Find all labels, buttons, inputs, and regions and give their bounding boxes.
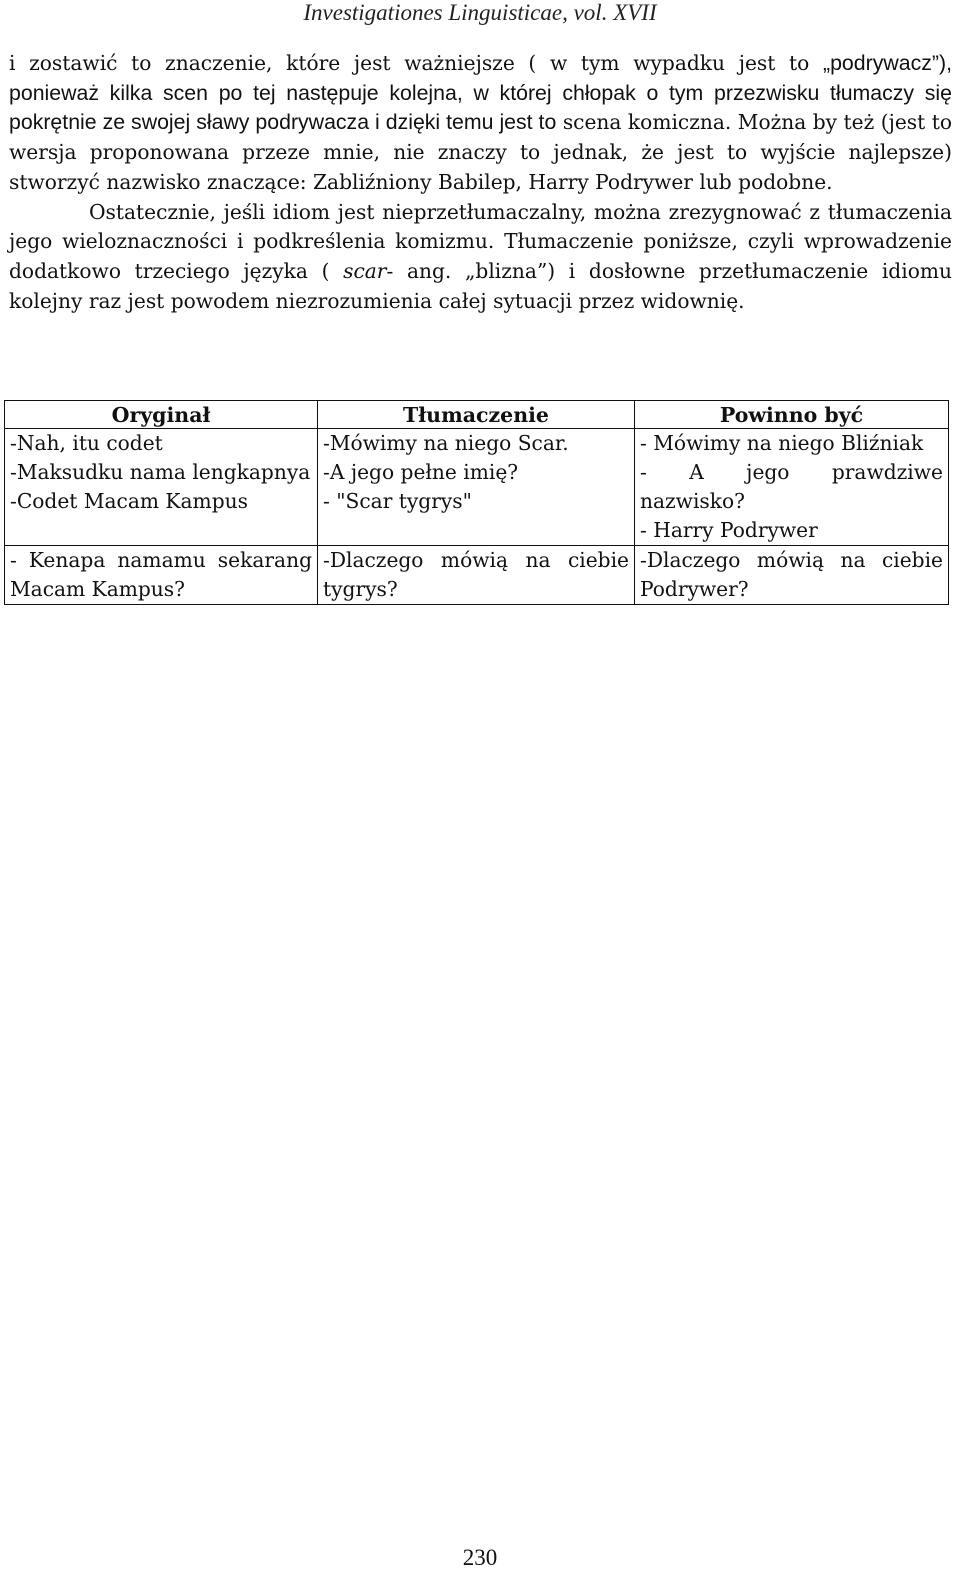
cell-line: -Maksudku nama lengkapnya <box>10 460 311 484</box>
cell-line: -Dlaczego mówią na ciebie Podrywer? <box>640 548 943 601</box>
paragraph-1-part-a: i zostawić to znaczenie, które jest ważniejsze ( w tym wypadku jest to <box>9 51 810 75</box>
cell-should-be <box>635 429 949 546</box>
cell-line: - Mówimy na niego Bliźniak <box>640 431 924 455</box>
cell-translation <box>318 546 635 605</box>
cell-line: - A jego prawdziwe nazwisko? <box>640 460 943 513</box>
table-row <box>5 546 949 605</box>
cell-original <box>5 429 318 546</box>
cell-line: -Dlaczego mówią na ciebie tygrys? <box>323 548 629 601</box>
translation-table <box>4 400 949 605</box>
cell-line: -Nah, itu codet <box>10 431 163 455</box>
cell-line: - Kenapa namamu sekarang Macam Kampus? <box>10 548 312 601</box>
cell-line: -Mówimy na niego Scar. <box>323 431 569 455</box>
running-header: Investigationes Linguisticae, vol. XVII <box>303 0 657 25</box>
paragraph-2-part-b: - ang. „blizna”) i dosłowne przetłumaczenie idiomu kolejny raz jest powodem niezrozumienia całej sytuacji przez widownię. <box>9 258 952 313</box>
paragraph-2 <box>9 198 952 317</box>
paragraph-1-part-b: scena komiczna. Można by też (jest to wersja proponowana przeze mnie, nie znaczy to jednak, że jest to wyjście najlepsze) stworzyć nazwisko znaczące: Zabliźniony Babilep, Harry Podrywer lub podobne. <box>9 110 952 194</box>
table-header-row <box>5 401 949 429</box>
cell-line: -A jego pełne imię? <box>323 460 519 484</box>
cell-line: - Harry Podrywer <box>640 518 818 542</box>
cell-should-be <box>635 546 949 605</box>
cell-line: -Codet Macam Kampus <box>10 489 248 513</box>
cell-original <box>5 546 318 605</box>
page-number: 230 <box>462 1545 498 1570</box>
paragraph-1 <box>9 49 952 198</box>
header-translation: Tłumaczenie <box>318 401 635 429</box>
paragraph-2-scar-term: scar <box>343 258 387 283</box>
cell-translation <box>318 429 635 546</box>
table-row <box>5 429 949 546</box>
paragraph-2-part-a: Ostatecznie, jeśli idiom jest nieprzetłumaczalny, można zrezygnować z tłumaczenia jego wieloznaczności i podkreślenia komizmu. Tłumaczenie poniższe, czyli wprowadzenie dodatkowo trzeciego języka ( <box>9 199 952 283</box>
paragraph-1-part-sans: „podrywacz”), ponieważ kilka scen po tej następuje kolejna, w której chłopak o tym przezwisku tłumaczy się pokrętnie ze swojej sławy podrywacza i dzięki temu jest to <box>9 51 952 135</box>
header-original: Oryginał <box>5 401 318 429</box>
header-should-be: Powinno być <box>635 401 949 429</box>
body-text <box>9 49 952 316</box>
cell-line: - "Scar tygrys" <box>323 489 472 513</box>
